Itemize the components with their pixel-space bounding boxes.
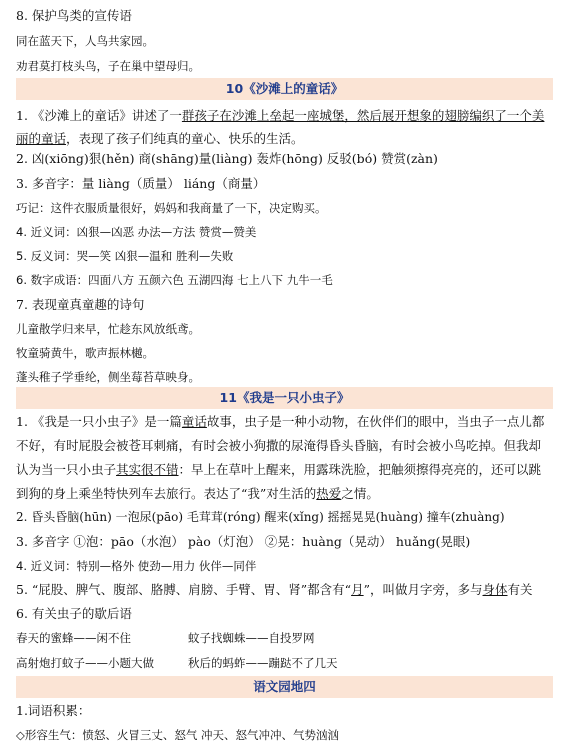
- sec11-p1-b: 故事，虫子是一种小动物，在伙伴们的眼中，当虫子一点儿都不好，有时屁股会被苍耳刺痛，有时会被小狗撒的尿淹得昏头昏脑，有时会被小鸟吃掉。但我却认为当一只小虫子: [16, 414, 545, 477]
- poem-line-2: 牧童骑黄牛，歌声振林樾。: [16, 346, 154, 360]
- sec11-p3: 3. 多音字 ①泡：pāo（水泡） pào（灯泡） ②晃：huàng（晃动） huǎng(晃眼): [16, 534, 471, 549]
- sec11-p5-underline-1: 月: [351, 582, 364, 597]
- garden-title: 语文园地四: [16, 676, 553, 698]
- xiehouyu-1: 春天的蜜蜂——闲不住: [16, 631, 131, 645]
- slogan-1: 同在蓝天下，人鸟共家园。: [16, 34, 154, 48]
- sec10-p3: 3. 多音字：量 liàng（质量） liáng（商量）: [16, 176, 266, 191]
- sec11-p5-a: 5. “屁股、脾气、腹部、胳膊、肩膀、手臂、胃、肾”都含有“: [16, 582, 352, 597]
- sec10-p6: 6. 数字成语：四面八方 五颜六色 五湖四海 七上八下 九牛一毛: [16, 273, 333, 287]
- sec10-p3-tip: 巧记：这件衣服质量很好，妈妈和我商量了一下，决定购买。: [16, 201, 327, 215]
- poem-line-3: 蓬头稚子学垂纶，侧坐莓苔草映身。: [16, 370, 200, 384]
- sec11-p1: [16, 410, 553, 506]
- sec10-p1-underline: 群孩子在沙滩上垒起一座城堡，然后展开想象的翅膀编织了一个美丽的童话: [16, 108, 545, 146]
- sec11-p5-b: ”，叫做月字旁，多与: [363, 582, 483, 597]
- xiehouyu-2: 蚊子找蜘蛛——自投罗网: [188, 631, 315, 645]
- sec10-p1-a: 1. 《沙滩上的童话》讲述了一: [16, 108, 182, 123]
- section-11-title: 11《我是一只小虫子》: [16, 387, 553, 409]
- slogan-2: 劝君莫打枝头鸟，子在巢中望母归。: [16, 59, 200, 73]
- sec11-p1-underline-3: 热爱: [316, 486, 342, 501]
- garden-p2: ◇形容生气：愤怒、火冒三丈、怒气 冲天、怒气冲冲、气势汹汹: [16, 728, 339, 742]
- xiehouyu-3: 高射炮打蚊子——小题大做: [16, 656, 154, 670]
- sec10-p1: [16, 104, 553, 150]
- sec11-p1-a: 1. 《我是一只小虫子》是一篇: [16, 414, 182, 429]
- sec11-p5-underline-2: 身体: [482, 582, 508, 597]
- sec11-p6: 6. 有关虫子的歇后语: [16, 606, 132, 621]
- garden-p1: 1.词语积累：: [16, 703, 91, 718]
- sec11-p1-underline-1: 童话: [181, 414, 207, 429]
- sec11-p1-c: ：早上在草叶上醒来，用露珠洗脸，把触须擦得亮亮的，还可以跳到狗的身上乘坐特快列车去旅行。表达了“我”对生活的: [16, 462, 542, 501]
- sec10-p2: 2. 凶(xiōng)狠(hěn) 商(shāng)量(liàng) 轰炸(hōng) 反驳(bó) 赞赏(zàn): [16, 151, 438, 166]
- item-8-heading: 8. 保护鸟类的宣传语: [16, 8, 132, 23]
- sec11-p4: 4. 近义词：特别—格外 使劲—用力 伙伴—同伴: [16, 559, 257, 573]
- sec11-p1-d: 之情。: [341, 486, 379, 501]
- sec11-p5-c: 有关: [507, 582, 533, 597]
- poem-line-1: 儿童散学归来早，忙趁东风放纸鸢。: [16, 322, 200, 336]
- sec10-p5: 5. 反义词：哭—笑 凶狠—温和 胜利—失败: [16, 249, 234, 263]
- sec10-p4: 4. 近义词：凶狠—凶恶 办法—方法 赞赏—赞美: [16, 225, 257, 239]
- sec11-p5: [16, 582, 553, 598]
- sec10-p7: 7. 表现童真童趣的诗句: [16, 297, 145, 312]
- sec11-p1-underline-2: 其实很不错: [116, 462, 179, 477]
- sec11-p2: 2. 昏头昏脑(hūn) 一泡尿(pāo) 毛茸茸(róng) 醒来(xǐng) 摇摇晃晃(huàng) 撞车(zhuàng): [16, 510, 505, 524]
- xiehouyu-4: 秋后的蚂蚱——蹦跶不了几天: [188, 656, 338, 670]
- sec10-p1-b: ，表现了孩子们纯真的童心、快乐的生活。: [66, 131, 304, 146]
- section-10-title: 10《沙滩上的童话》: [16, 78, 553, 100]
